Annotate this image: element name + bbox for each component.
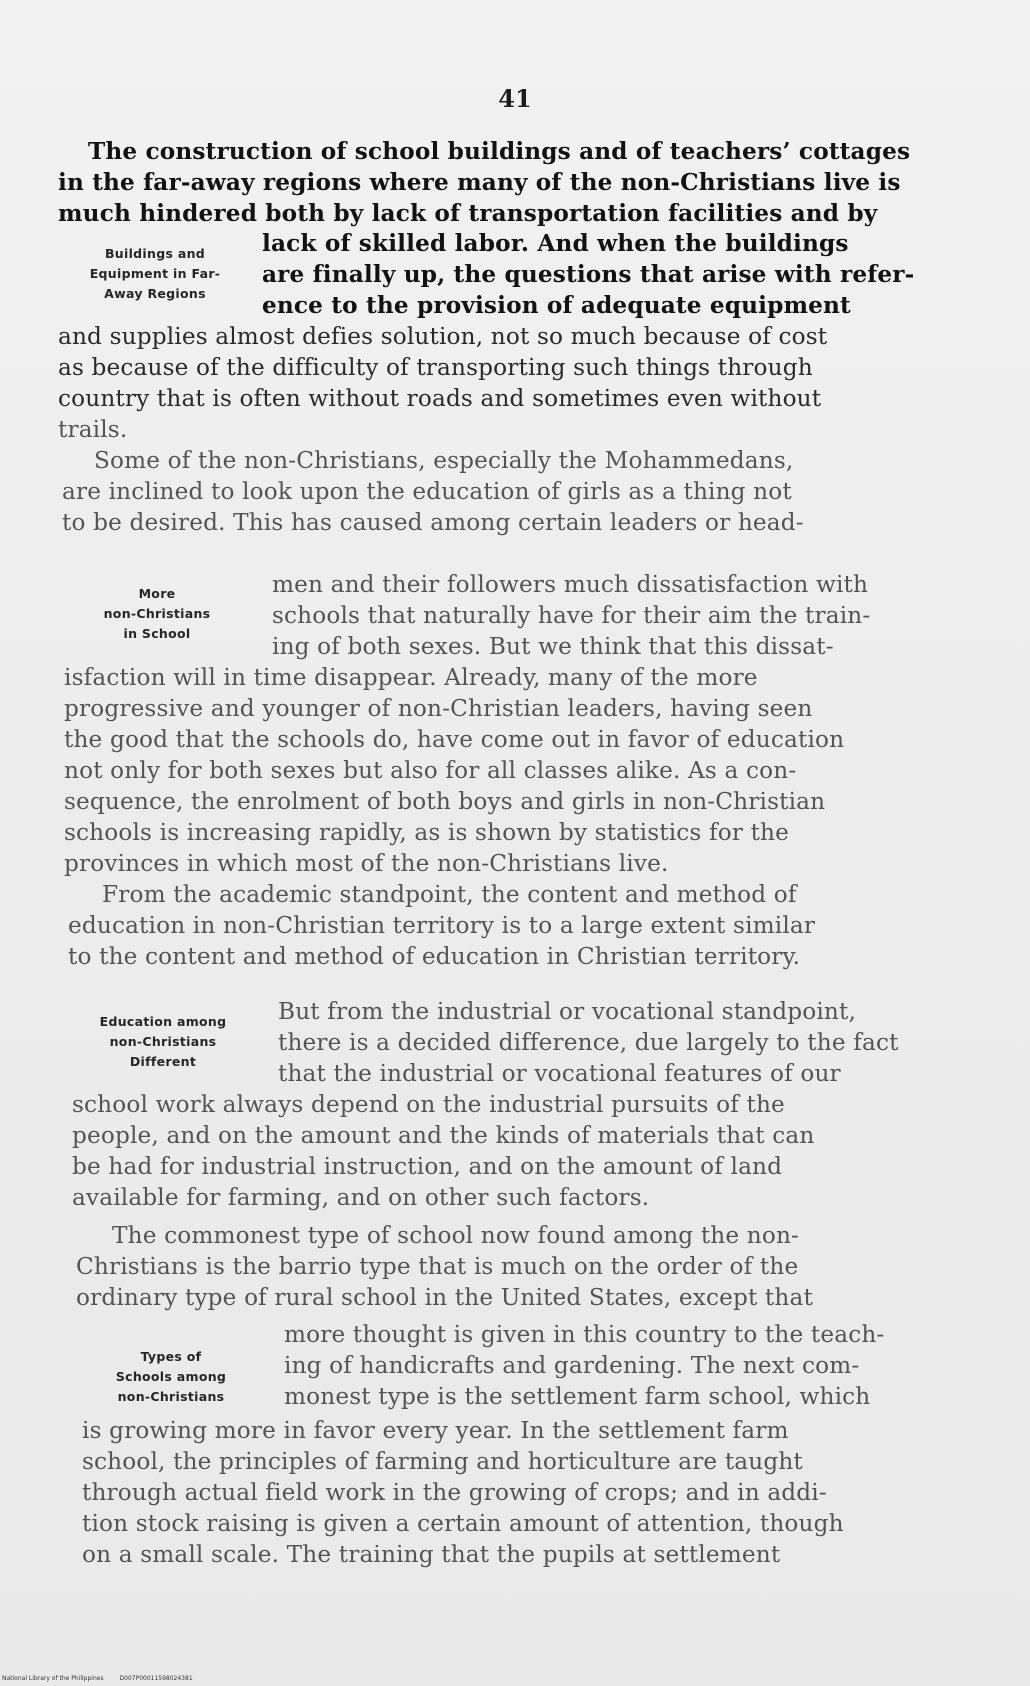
text-line: through actual field work in the growing of crops; and in addi- bbox=[82, 1479, 827, 1506]
text-line: to the content and method of education in Christian territory. bbox=[68, 943, 801, 970]
side-heading-education bbox=[68, 1012, 258, 1072]
side-heading-more bbox=[62, 584, 252, 644]
text-line: ordinary type of rural school in the United States, except that bbox=[76, 1284, 813, 1311]
text-line: provinces in which most of the non-Christians live. bbox=[64, 850, 669, 877]
text-line: schools is increasing rapidly, as is shown by statistics for the bbox=[64, 819, 790, 846]
text-line: not only for both sexes but also for all classes alike. As a con- bbox=[64, 757, 797, 784]
text-line: isfaction will in time disappear. Already, many of the more bbox=[64, 664, 758, 691]
footer-code: D007P00011598024381 bbox=[119, 1675, 193, 1682]
text-line: ing of handicrafts and gardening. The next com- bbox=[284, 1352, 860, 1379]
side-heading-line: Education among bbox=[99, 1014, 227, 1029]
side-heading-line: Away Regions bbox=[104, 286, 206, 301]
text-line: and supplies almost defies solution, not so much because of cost bbox=[58, 323, 828, 350]
text-line: more thought is given in this country to the teach- bbox=[284, 1321, 885, 1348]
text-line: available for farming, and on other such factors. bbox=[72, 1184, 650, 1211]
side-heading-line: Different bbox=[129, 1054, 197, 1069]
text-line: ence to the provision of adequate equipment bbox=[262, 292, 851, 319]
page-number: 41 bbox=[498, 84, 532, 113]
text-line: trails. bbox=[58, 416, 128, 443]
side-heading-line: Buildings and bbox=[104, 246, 206, 261]
text-line: people, and on the amount and the kinds of materials that can bbox=[72, 1122, 815, 1149]
text-line: sequence, the enrolment of both boys and girls in non-Christian bbox=[64, 788, 826, 815]
side-heading-types bbox=[76, 1347, 266, 1407]
text-line: as because of the difficulty of transporting such things through bbox=[58, 354, 813, 381]
scan-footer bbox=[2, 1675, 207, 1682]
text-line: in the far-away regions where many of the non-Christians live is bbox=[58, 169, 901, 196]
text-line: schools that naturally have for their aim the train- bbox=[272, 602, 871, 629]
side-heading-line: in School bbox=[123, 626, 191, 641]
text-line: school work always depend on the industrial pursuits of the bbox=[72, 1091, 785, 1118]
text-line: The construction of school buildings and of teachers’ cottages bbox=[88, 138, 911, 165]
text-line: on a small scale. The training that the pupils at settlement bbox=[82, 1541, 781, 1568]
text-line: But from the industrial or vocational standpoint, bbox=[278, 998, 856, 1025]
side-heading-line: non-Christians bbox=[103, 606, 211, 621]
side-heading-line: non-Christians bbox=[109, 1034, 217, 1049]
text-line: progressive and younger of non-Christian leaders, having seen bbox=[64, 695, 813, 722]
side-heading-line: Schools among bbox=[115, 1369, 227, 1384]
text-line: ing of both sexes. But we think that this dissat- bbox=[272, 633, 834, 660]
text-line: Some of the non-Christians, especially the Mohammedans, bbox=[94, 447, 794, 474]
text-line: is growing more in favor every year. In the settlement farm bbox=[82, 1417, 789, 1444]
text-line: much hindered both by lack of transportation facilities and by bbox=[58, 200, 878, 227]
side-heading-line: More bbox=[138, 586, 176, 601]
side-heading-line: non-Christians bbox=[117, 1389, 225, 1404]
text-line: From the academic standpoint, the content and method of bbox=[102, 881, 797, 908]
side-heading-line: Types of bbox=[140, 1349, 202, 1364]
text-line: the good that the schools do, have come out in favor of education bbox=[64, 726, 845, 753]
text-line: that the industrial or vocational features of our bbox=[278, 1060, 841, 1087]
text-line: there is a decided difference, due largely to the fact bbox=[278, 1029, 899, 1056]
text-line: be had for industrial instruction, and on the amount of land bbox=[72, 1153, 783, 1180]
footer-library: National Library of the Philippines bbox=[2, 1675, 104, 1682]
text-line: men and their followers much dissatisfaction with bbox=[272, 571, 869, 598]
text-line: tion stock raising is given a certain amount of attention, though bbox=[82, 1510, 844, 1537]
text-line: are finally up, the questions that arise with refer- bbox=[262, 261, 915, 288]
text-line: The commonest type of school now found among the non- bbox=[112, 1222, 800, 1249]
text-line: country that is often without roads and sometimes even without bbox=[58, 385, 822, 412]
text-line: monest type is the settlement farm school, which bbox=[284, 1383, 871, 1410]
text-line: school, the principles of farming and horticulture are taught bbox=[82, 1448, 803, 1475]
text-line: Christians is the barrio type that is much on the order of the bbox=[76, 1253, 799, 1280]
side-heading-buildings bbox=[60, 244, 250, 304]
text-line: education in non-Christian territory is to a large extent similar bbox=[68, 912, 816, 939]
text-line: lack of skilled labor. And when the buildings bbox=[262, 230, 849, 257]
text-line: are inclined to look upon the education of girls as a thing not bbox=[62, 478, 792, 505]
side-heading-line: Equipment in Far- bbox=[89, 266, 221, 281]
text-line: to be desired. This has caused among certain leaders or head- bbox=[62, 509, 804, 536]
